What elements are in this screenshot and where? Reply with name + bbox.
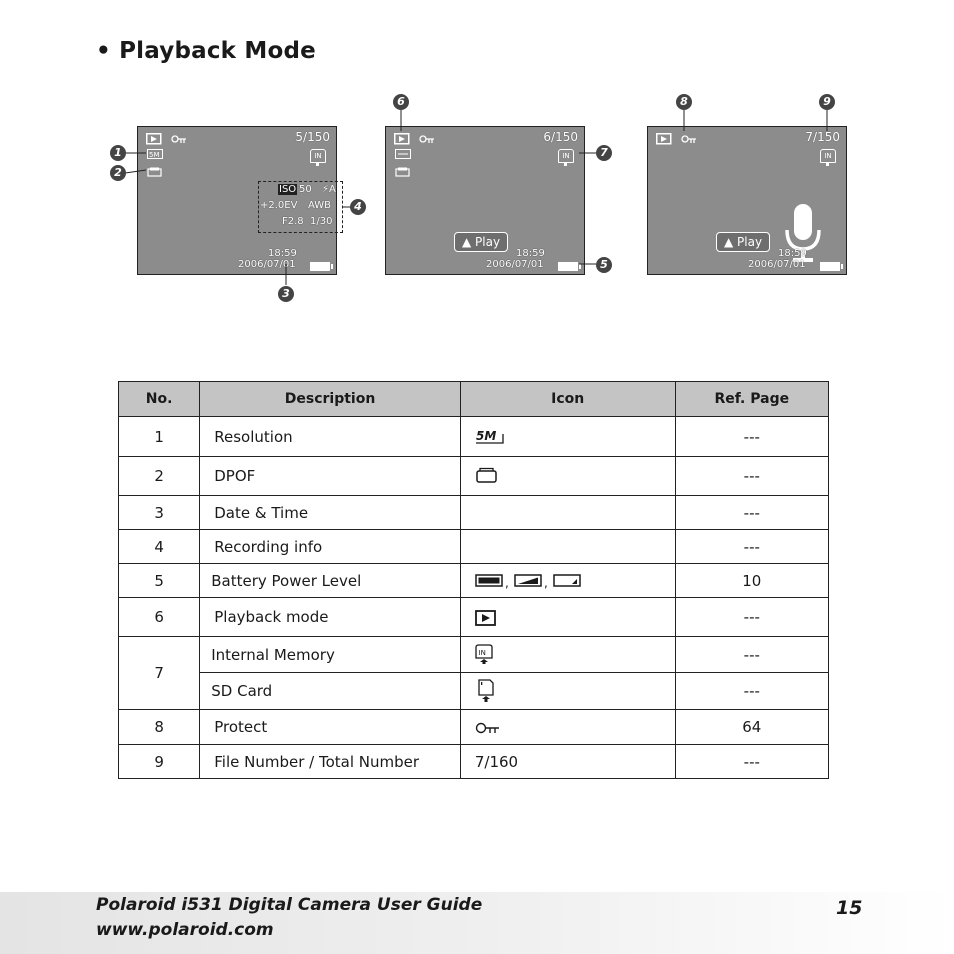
row-description: File Number / Total Number: [200, 745, 461, 779]
table-row: [119, 530, 829, 564]
time-display: 18:59: [778, 248, 807, 259]
row-description: Date & Time: [200, 496, 461, 530]
callout-6: 6: [393, 94, 409, 110]
row-description: Playback mode: [200, 598, 461, 637]
row-description: Battery Power Level: [200, 564, 461, 598]
table-row: [119, 417, 829, 457]
row-icon: [460, 496, 675, 530]
callout-7: 7: [596, 145, 612, 161]
table-row: [119, 457, 829, 496]
table-row: [119, 637, 829, 673]
callout-3: 3: [278, 286, 294, 302]
playback-icon: [475, 610, 497, 626]
svg-text:IN: IN: [478, 648, 486, 657]
table-row: [119, 598, 829, 637]
table-header-row: [119, 382, 829, 417]
row-description: Internal Memory: [200, 637, 461, 673]
row-ref-page: ---: [675, 530, 828, 564]
row-icon: 7/160: [460, 745, 675, 779]
row-number: 8: [119, 710, 200, 745]
row-number: 1: [119, 417, 200, 457]
internal-memory-icon: [472, 643, 496, 667]
row-ref-page: ---: [675, 496, 828, 530]
row-number: 4: [119, 530, 200, 564]
row-ref-page: ---: [675, 745, 828, 779]
header-icon: Icon: [460, 382, 675, 417]
header-no: No.: [119, 382, 200, 417]
callout-2: 2: [110, 165, 126, 181]
table-row: [119, 710, 829, 745]
row-description: DPOF: [200, 457, 461, 496]
row-ref-page: 10: [675, 564, 828, 598]
row-description: Protect: [200, 710, 461, 745]
battery-icons: [475, 573, 587, 589]
row-ref-page: ---: [675, 598, 828, 637]
callout-4: 4: [350, 199, 366, 215]
file-counter: 6/150: [543, 130, 578, 144]
row-icon: [460, 530, 675, 564]
row-ref-page: ---: [675, 637, 828, 673]
row-description: Resolution: [200, 417, 461, 457]
footer-title: Polaroid i531 Digital Camera User Guide: [96, 895, 483, 915]
row-number: 5: [119, 564, 200, 598]
row-ref-page: 64: [675, 710, 828, 745]
sd-card-icon: [476, 678, 496, 704]
date-display: 2006/07/01: [486, 259, 544, 270]
white-balance: AWB: [308, 200, 332, 211]
svg-text:,: ,: [504, 576, 509, 589]
shutter-speed: 1/30: [310, 216, 333, 227]
file-counter: 7/150: [805, 130, 840, 144]
header-description: Description: [200, 382, 461, 417]
table-row: [119, 673, 829, 710]
table-row: [119, 496, 829, 530]
time-display: 18:59: [516, 248, 545, 259]
table-row: [119, 745, 829, 779]
row-ref-page: ---: [675, 417, 828, 457]
date-display: 2006/07/01: [238, 259, 296, 270]
callout-8: 8: [676, 94, 692, 110]
callout-1: 1: [110, 145, 126, 161]
row-description: SD Card: [200, 673, 461, 710]
internal-memory-icon: IN: [310, 149, 326, 163]
row-description: Recording info: [200, 530, 461, 564]
row-number: 9: [119, 745, 200, 779]
icon-reference-table: [118, 381, 829, 779]
table-row: [119, 564, 829, 598]
iso-value: 50: [299, 184, 312, 195]
exposure-value: +2.0EV: [260, 200, 298, 211]
footer-url[interactable]: www.polaroid.com: [96, 920, 274, 940]
iso-label: ISO: [279, 184, 297, 195]
header-ref-page: Ref. Page: [675, 382, 828, 417]
time-display: 18:59: [268, 248, 297, 259]
internal-memory-icon: IN: [820, 149, 836, 163]
resolution-icon-label: 5M: [475, 429, 497, 443]
resolution-icon: [475, 429, 505, 445]
callout-9: 9: [819, 94, 835, 110]
row-number: 7: [119, 637, 200, 710]
file-counter: 5/150: [295, 130, 330, 144]
internal-memory-icon: IN: [558, 149, 574, 163]
callout-5: 5: [596, 257, 612, 273]
svg-text:5M: 5M: [149, 151, 160, 159]
date-display: 2006/07/01: [748, 259, 806, 270]
aperture: F2.8: [282, 216, 304, 227]
protect-icon: [475, 721, 501, 735]
dpof-icon: [475, 467, 499, 485]
play-button[interactable]: ▲ Play: [716, 232, 770, 252]
row-ref-page: ---: [675, 457, 828, 496]
page-number: 15: [836, 897, 863, 919]
row-number: 2: [119, 457, 200, 496]
row-number: 3: [119, 496, 200, 530]
flash-mode: ⚡A: [322, 184, 336, 195]
page-title: • Playback Mode: [96, 38, 316, 64]
play-button[interactable]: ▲ Play: [454, 232, 508, 252]
row-number: 6: [119, 598, 200, 637]
svg-text:,: ,: [543, 576, 548, 589]
row-ref-page: ---: [675, 673, 828, 710]
